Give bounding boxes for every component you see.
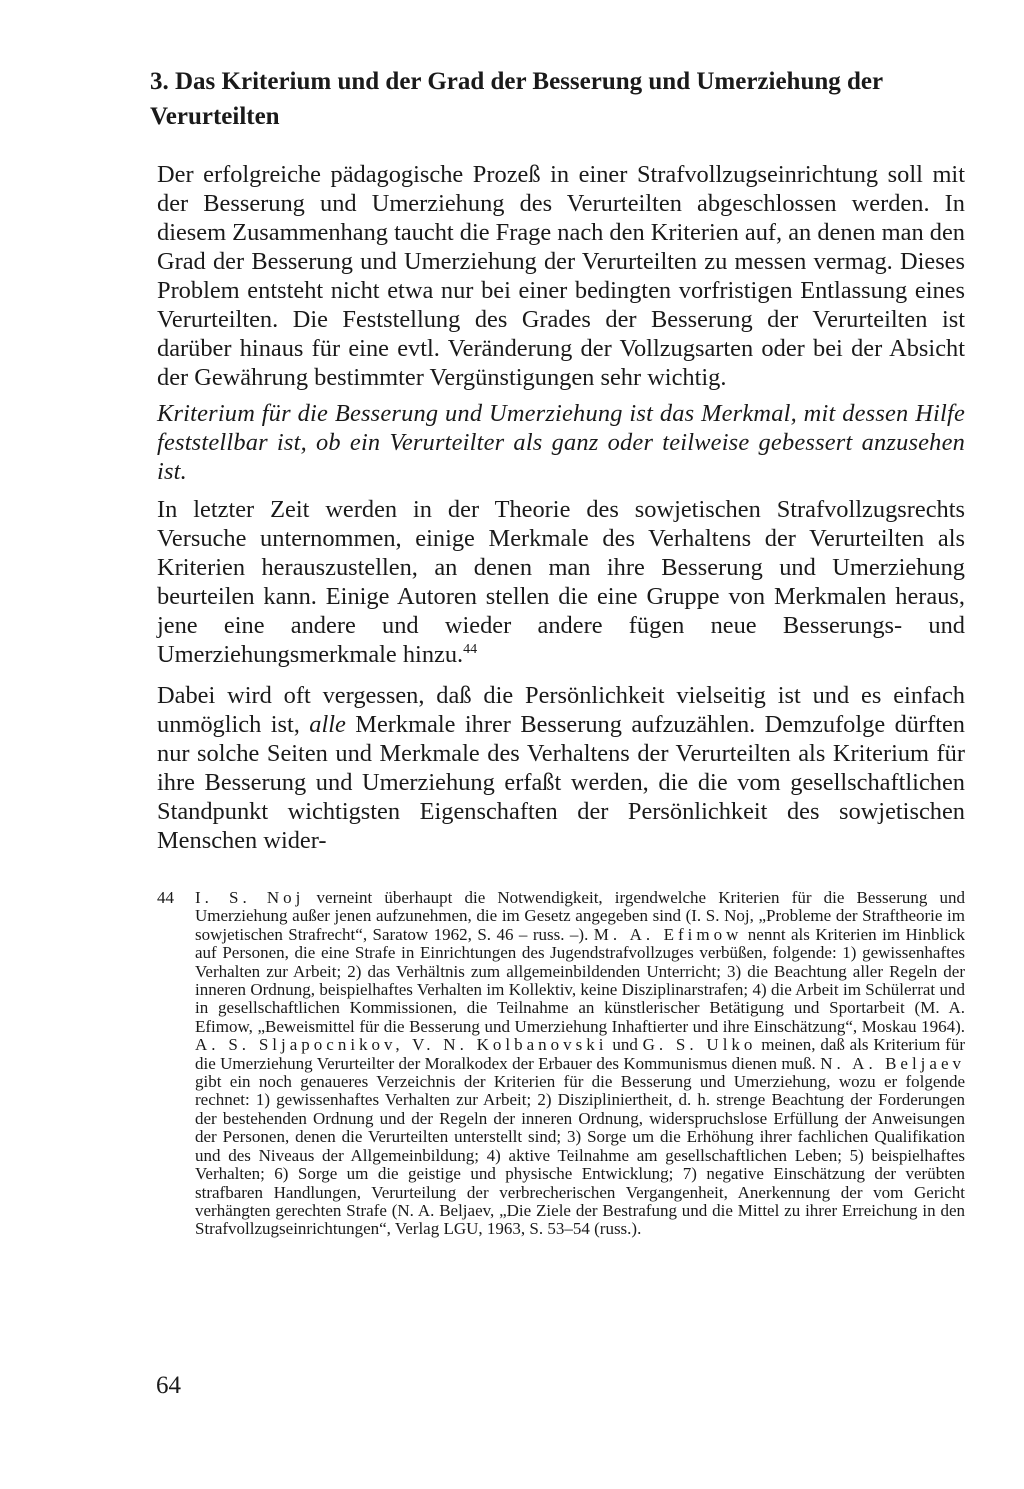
footnote-text-3: meinen, daß als Kriterium für die Umerziehung Verurteilter der Moralkodex der Erbauer des Kommunismus dienen muß. bbox=[195, 1035, 965, 1073]
paragraph-definition: Kriterium für die Besserung und Umerziehung ist das Merkmal, mit dessen Hilfe feststellbar ist, ob ein Verurteilter als ganz oder teilweise gebessert anzusehen ist. bbox=[157, 400, 965, 485]
footnote-text-3a: und bbox=[612, 1035, 638, 1055]
footnote-author-beljaev: N. A. Beljaev bbox=[820, 1053, 965, 1073]
footnote-author-sljapocnikov: A. S. Sljapocnikov, V. N. Kolbanovski bbox=[195, 1035, 608, 1055]
section-heading: 3. Das Kriterium und der Grad der Besserung und Umerziehung der Verurteilten bbox=[150, 68, 883, 130]
footnote-text-4: gibt ein noch genaueres Verzeichnis der Kriterien für die Besserung und Umerziehung, wozu er folgende rechnet: 1) gewissenhaftes Verhalten zur Arbeit; 2) Diszipliniertheit, d. h. strenge Beachtung der Forderungen der bestehenden Ordnung und der Regeln der inneren Ordnung, widerspruchslose Erfüllung der Anweisungen der Personen, denen die Verurteilten unterstellt sind; 3) Sorge um die Erhöhung ihrer fachlichen Qualifikation und des Niveaus der Allgemeinbildung; 4) aktive Teilnahme am gesellschaftlichen Leben; 5) beispielhaftes Verhalten; 6) Sorge um die geistige und physische Entwicklung; 7) negative Einschätzung der verübten strafbaren Handlungen, Verurteilung der verbrecherischen Vergangenheit, Anerkennung der vom Gericht verhängten gerechten Strafe (N. A. Beljaev, „Die Ziele der Bestrafung und die Mittel zu ihrer Erreichung in den Strafvollzugseinrichtungen“, Verlag LGU, 1963, S. 53–54 (russ.). bbox=[195, 1072, 965, 1239]
footnote-text-2: nennt als Kriterien im Hinblick auf Personen, die eine Strafe in Einrichtungen des Jugendstrafvollzuges verbüßen, folgende: 1) gewissenhaftes Verhalten zur Arbeit; 2) das Verhältnis zum allgemeinbildenden Unterricht; 3) die Beachtung aller Regeln der inneren Ordnung, beispielhaftes Verhalten im Kollektiv, keine Disziplinarstrafen; 4) die Arbeit im Schülerrat und in gesellschaftlichen Kommissionen, die Teilnahme an künstlerischer Betätigung und Sportarbeit (M. A. Efimow, „Beweismittel für die Besserung und Umerziehung Inhaftierter und ihre Einschätzung“, Moskau 1964). bbox=[195, 924, 965, 1036]
footnote-44 bbox=[157, 889, 965, 1239]
paragraph-4-text-a: Dabei wird oft vergessen, daß die Persönlichkeit vielseitig ist und es einfach unmöglich ist, bbox=[157, 682, 965, 738]
footnote-number: 44 bbox=[157, 888, 174, 907]
paragraph-4-text-b: Merkmale ihrer Besserung aufzuzählen. Demzufolge dürften nur solche Seiten und Merkmale des Verhaltens der Verurteilten als Kriterium für ihre Besserung und Umerziehung erfaßt werden, die die vom gesellschaftlichen Standpunkt wichtigsten Eigenschaften der Persönlichkeit des sowjetischen Menschen wider- bbox=[157, 711, 965, 854]
footnote-author-ulko: G. S. Ulko bbox=[642, 1035, 757, 1055]
footnote-author-noj: I. S. Noj bbox=[195, 888, 305, 907]
paragraph-3 bbox=[157, 495, 965, 669]
footnote-author-efimow: M. A. Efimow bbox=[593, 924, 743, 944]
paragraph-4 bbox=[157, 681, 965, 855]
paragraph-1: Der erfolgreiche pädagogische Prozeß in einer Strafvollzugseinrichtung soll mit der Besserung und Umerziehung des Verurteilten abgeschlossen werden. In diesem Zusammenhang taucht die Frage nach den Kriterien auf, an denen man den Grad der Besserung und Umerziehung der Verurteilten zu messen vermag. Dieses Problem entsteht nicht etwa nur bei einer bedingten vorfristigen Entlassung eines Verurteilten. Die Feststellung des Grades der Besserung der Verurteilten ist darüber hinaus für eine evtl. Veränderung der Vollzugsarten oder bei der Absicht der Gewährung bestimmter Vergünstigungen sehr wichtig. bbox=[157, 161, 965, 391]
paragraph-3-text: In letzter Zeit werden in der Theorie des sowjetischen Strafvollzugsrechts Versuche unternommen, einige Merkmale des Verhaltens der Verurteilten als Kriterien herauszustellen, an denen man ihre Besserung und Umerziehung beurteilen kann. Einige Autoren stellen die eine Gruppe von Merkmalen heraus, jene eine andere und wieder andere fügen neue Besserungs- und Umerziehungsmerkmale hinzu. bbox=[157, 496, 965, 668]
footnote-reference[interactable]: 44 bbox=[463, 641, 478, 657]
paragraph-4-emphasis: alle bbox=[309, 711, 346, 738]
page-number: 64 bbox=[156, 1372, 181, 1399]
footnote-text-1: verneint überhaupt die Notwendigkeit, irgendwelche Kriterien für die Besserung und Umerziehung außer jenen aufzunehmen, die im Gesetz angegeben sind (I. S. Noj, „Probleme der Straftheorie im sowjetischen Strafrecht“, Saratow 1962, S. 46 – russ. –). bbox=[195, 888, 965, 944]
page-content bbox=[150, 64, 965, 1239]
